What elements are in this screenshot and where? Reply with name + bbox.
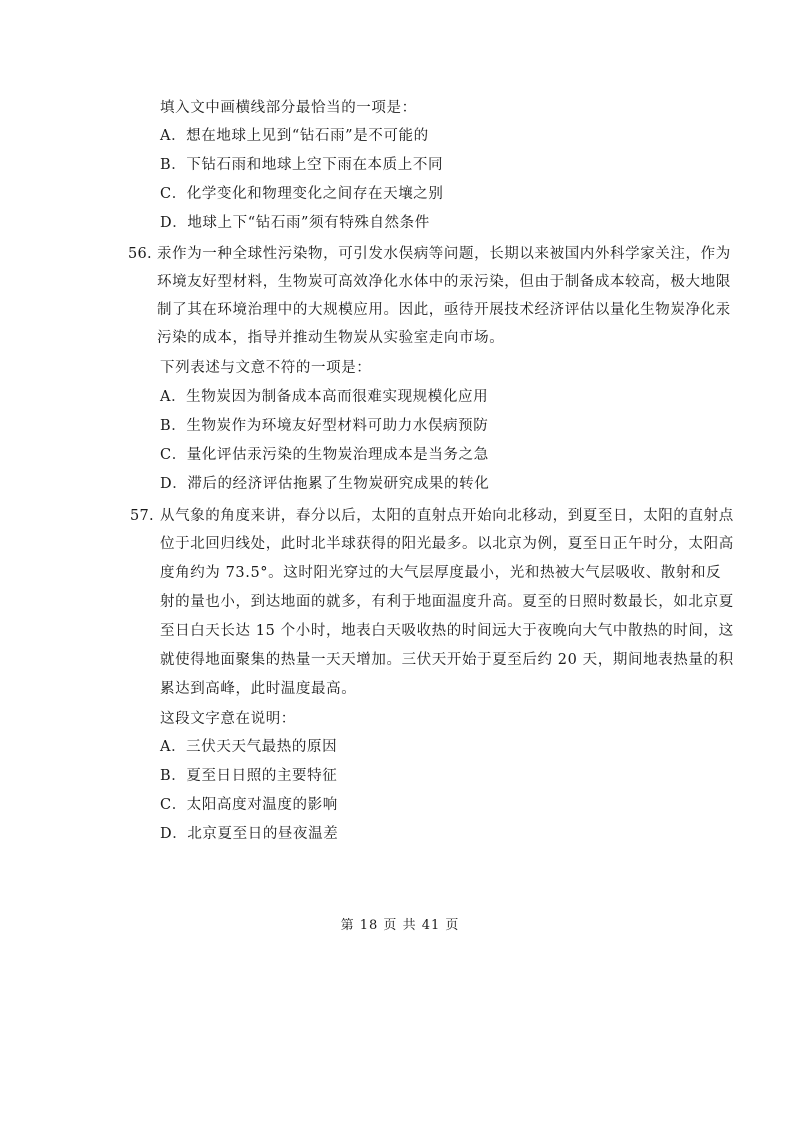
q57-passage-line-7: 累达到高峰，此时温度最高。 (160, 681, 357, 697)
q56-option-a: A．生物炭因为制备成本高而很难实现规模化应用 (160, 389, 489, 405)
q57-passage-line-2: 位于北回归线处，此时北半球获得的阳光最多。以北京为例，夏至日正午时分，太阳高 (160, 536, 734, 552)
q57-passage-line-3: 度角约为 73.5°。这时阳光穿过的大气层厚度最小，光和热被大气层吸收、散射和反 (160, 565, 722, 581)
q57-option-c: C．太阳高度对温度的影响 (160, 797, 338, 813)
page-number-footer: 第 18 页 共 41 页 (340, 918, 460, 933)
q57-passage-line-5: 至日白天长达 15 个小时，地表白天吸收热的时间远大于夜晚向大气中散热的时间，这 (160, 623, 734, 639)
q56-passage-line-4: 污染的成本，指导并推动生物炭从实验室走向市场。 (157, 330, 505, 346)
q56-option-d: D．滞后的经济评估拖累了生物炭研究成果的转化 (160, 476, 490, 492)
q57-passage-line-6: 就使得地面聚集的热量一天天增加。三伏天开始于夏至后约 20 天，期间地表热量的积 (160, 652, 734, 668)
q55-option-a: A．想在地球上见到“钻石雨”是不可能的 (160, 128, 429, 144)
q57-option-a: A．三伏天天气最热的原因 (160, 739, 338, 755)
q56-prompt: 下列表述与文意不符的一项是： (160, 360, 372, 376)
q57-passage-line-4: 射的量也小，到达地面的就多，有利于地面温度升高。夏至的日照时数最长，如北京夏 (160, 594, 734, 610)
q57-number: 57. (130, 508, 154, 524)
q56-passage-line-3: 制了其在环境治理中的大规模应用。因此，亟待开展技术经济评估以量化生物炭净化汞 (157, 302, 731, 318)
q56-passage-line-2: 环境友好型材料，生物炭可高效净化水体中的汞污染，但由于制备成本较高，极大地限 (157, 274, 731, 290)
q57-option-b: B．夏至日日照的主要特征 (160, 768, 338, 784)
q55-option-c: C．化学变化和物理变化之间存在天壤之别 (160, 186, 444, 202)
q57-option-d: D．北京夏至日的昼夜温差 (160, 826, 339, 842)
q57-passage-line-1: 从气象的角度来讲，春分以后，太阳的直射点开始向北移动，到夏至日，太阳的直射点 (160, 508, 734, 524)
q56-option-b: B．生物炭作为环境友好型材料可助力水俣病预防 (160, 418, 489, 434)
q55-prompt: 填入文中画横线部分最恰当的一项是： (160, 100, 417, 116)
q56-option-c: C．量化评估汞污染的生物炭治理成本是当务之急 (160, 447, 489, 463)
q55-option-d: D．地球上下“钻石雨”须有特殊自然条件 (160, 215, 430, 231)
q57-prompt: 这段文字意在说明： (160, 711, 296, 727)
q56-passage-line-1: 汞作为一种全球性污染物，可引发水俣病等问题，长期以来被国内外科学家关注，作为 (157, 246, 731, 262)
q55-option-b: B．下钻石雨和地球上空下雨在本质上不同 (160, 157, 444, 173)
q56-number: 56. (128, 246, 152, 262)
